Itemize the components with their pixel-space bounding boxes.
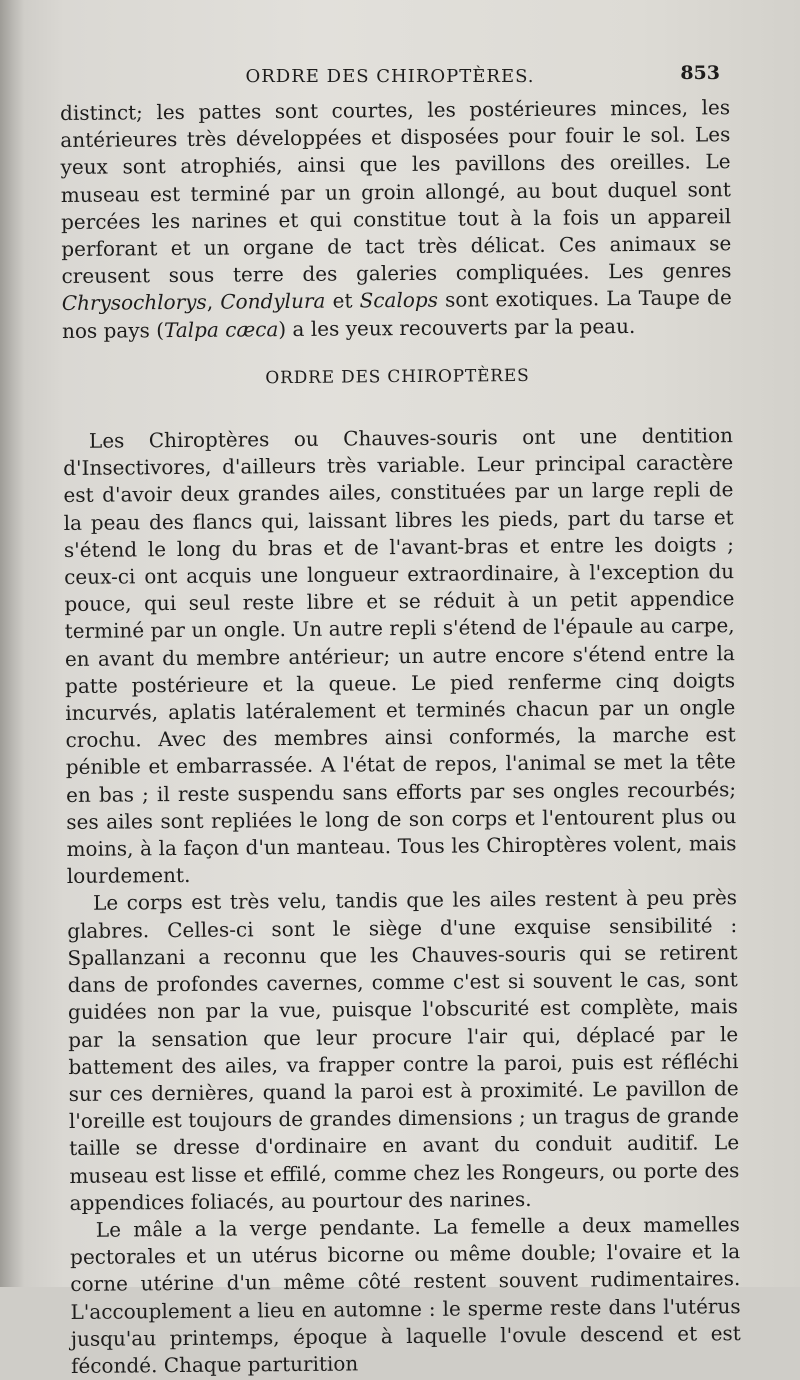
paragraph-reproduction: Le mâle a la verge pendante. La femelle a deux mamelles pectorales et un utérus bicorne ou même double; l'ovaire et la corne utérine d'un même côté restent souvent rudimentaires. L'accouplement a lieu en automne : le sperme reste dans l'utérus jusqu'au printemps, époque à laquelle l'ovule descend et est fécondé. Chaque parturition bbox=[69, 1212, 741, 1378]
page-text bbox=[60, 94, 741, 1380]
intro-continued: sont exotiques. La Taupe de nos pays ( bbox=[61, 285, 732, 343]
genus-chrysochlorys: Chrysochlorys bbox=[61, 290, 207, 316]
genus-condylura: Condylura bbox=[220, 289, 326, 315]
separator-1: , bbox=[206, 290, 221, 315]
intro-end: ) a les yeux recouverts par la peau. bbox=[278, 313, 636, 341]
separator-2: et bbox=[325, 288, 360, 314]
intro-text: distinct; les pattes sont courtes, les postérieures minces, les antérieures très développées et disposées pour fouir le sol. Les yeux sont atrophiés, ainsi que les pavillons des oreilles. Le museau est terminé par un groin allongé, au bout duquel sont percées les narines et qui constitue tout à la fois un appareil perforant et un organe de tact très délicat. Ces animaux se creusent sous terre des galeries compliquées. Les genres bbox=[60, 95, 732, 289]
page-gutter-shadow bbox=[0, 0, 24, 1287]
page-number: 853 bbox=[680, 62, 720, 84]
running-title: ORDRE DES CHIROPTÈRES. bbox=[245, 66, 535, 87]
paragraph-wings: Les Chiroptères ou Chauves-souris ont une dentition d'Insectivores, d'ailleurs très variable. Leur principal caractère est d'avoir deux grandes ailes, constituées par un large repli de la peau des flancs qui, laissant libres les pieds, part du tarse et s'étend le long du bras et de l'avant-bras et entre les doigts ; ceux-ci ont acquis une longueur extraordinaire, à l'exception du pouce, qui seul reste libre et se réduit à un petit appendice terminé par un ongle. Un autre repli s'étend de l'épaule au carpe, en avant du membre antérieur; un autre encore s'étend entre la patte postérieure et la queue. Le pied renferme cinq doigts incurvés, aplatis latéralement et terminés chacun par un ongle crochu. Avec des membres ainsi conformés, la marche est pénible et embarrassée. A l'état de repos, l'animal se met la tête en bas ; il reste suspendu sans efforts par ses ongles recourbés; ses ailes sont repliées le long de son corps et l'entourent plus ou moins, à la façon d'un manteau. Tous les Chiroptères volent, mais lourdement. bbox=[63, 423, 737, 889]
running-header bbox=[60, 62, 720, 92]
intro-paragraph bbox=[60, 94, 732, 345]
species-talpa: Talpa cæca bbox=[163, 316, 279, 342]
genus-scalops: Scalops bbox=[359, 288, 439, 313]
paragraph-body-sensibility: Le corps est très velu, tandis que les ailes restent à peu près glabres. Celles-ci sont le siège d'une exquise sensibilité : Spallanzani a reconnu que les Chauves-souris qui se retirent dans de profondes cavernes, comme c'est si souvent le cas, sont guidées non par la vue, puisque l'obscurité est complète, mais par la sensation que leur procure l'air qui, déplacé par le battement des ailes, va frapper contre la paroi, puis est réfléchi sur ces dernières, quand la paroi est à proximité. Le pavillon de l'oreille est toujours de grandes dimensions ; un tragus de grande taille se dresse d'ordinaire en avant du conduit auditif. Le museau est lisse et effilé, comme chez les Rongeurs, ou porte des appendices foliacés, au pourtour des narines. bbox=[67, 885, 740, 1215]
section-heading: ORDRE DES CHIROPTÈRES bbox=[265, 365, 530, 389]
